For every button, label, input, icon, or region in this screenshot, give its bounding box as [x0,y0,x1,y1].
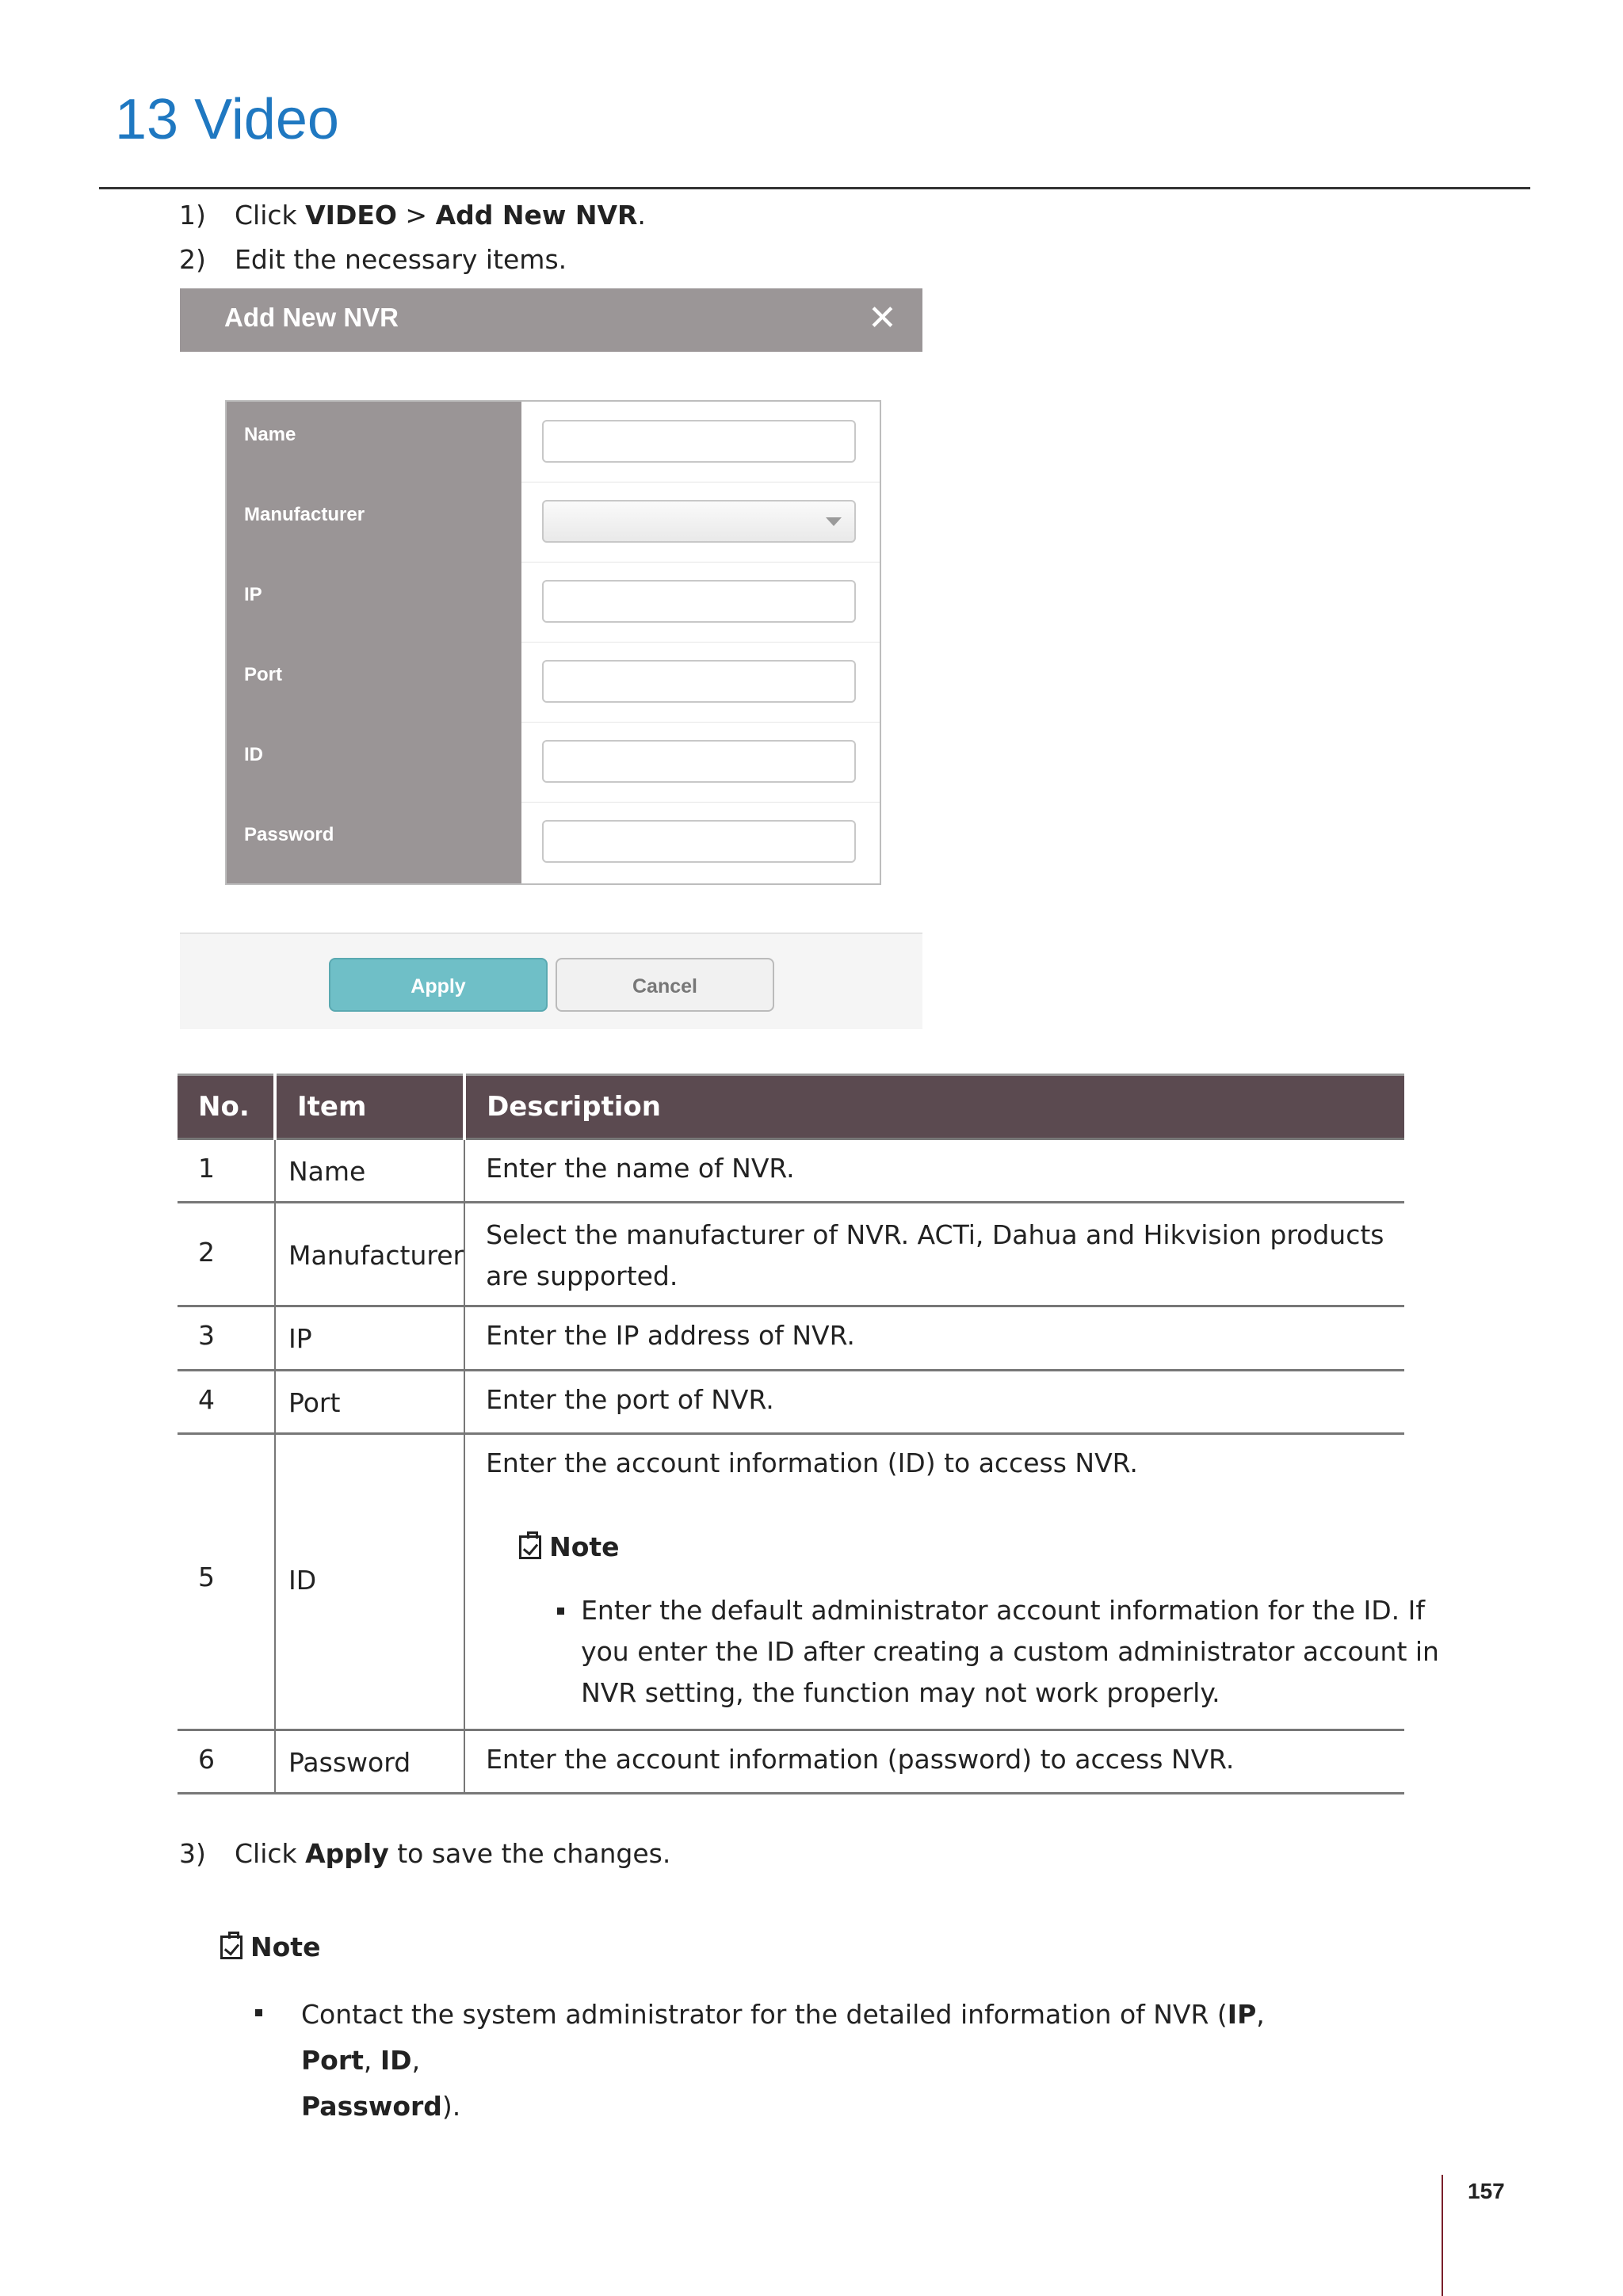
table-row [178,1203,1404,1306]
page-number: 157 [1468,2179,1505,2203]
name-input[interactable] [542,420,856,463]
bottom-note-suffix: ). [441,2091,461,2122]
form-row-password [227,802,880,882]
dialog-title: Add New NVR [224,303,399,332]
step-3-prefix: Click [235,1838,306,1869]
close-icon[interactable]: ✕ [868,298,897,338]
apply-button[interactable]: Apply [329,958,548,1012]
ip-input[interactable] [542,580,856,623]
row-no: 3 [198,1320,215,1351]
password-input[interactable] [542,820,856,863]
manufacturer-label: Manufacturer [244,504,365,525]
ip-label: IP [244,584,262,605]
row-item: Port [288,1387,341,1418]
header-description: Description [464,1075,1404,1139]
table-row [178,1371,1404,1434]
bottom-note-sep: , [411,2045,421,2076]
step-1-suffix: . [637,200,646,231]
id-label: ID [244,744,263,765]
bullet-icon [557,1608,564,1615]
nvr-form [225,400,881,885]
header-item: Item [275,1075,464,1139]
step-2-number: 2) [179,244,206,275]
step-1-number: 1) [179,200,206,231]
bottom-note-ip: IP [1227,1999,1257,2030]
table-row [178,1139,1404,1203]
row-description: Enter the IP address of NVR. [486,1320,855,1351]
row-no: 5 [198,1562,215,1592]
row-item: Name [288,1156,366,1187]
step-1-prefix: Click [235,200,306,231]
note-text: Enter the default administrator account information for the ID. If you enter the ID after creating a custom administrator account in NVR setting, the function may not work properly. [581,1595,1439,1708]
step-1-text [235,200,646,231]
cancel-button[interactable]: Cancel [556,958,774,1012]
row-no: 4 [198,1384,215,1415]
form-row-id [227,722,880,802]
name-label: Name [244,424,296,445]
bottom-note-id: ID [380,2045,412,2076]
bottom-note-password: Password [301,2091,442,2122]
step-3-number: 3) [179,1838,206,1869]
step-3-suffix: to save the changes. [388,1838,671,1869]
row-no: 2 [198,1237,215,1268]
step-3-text [235,1838,670,1870]
bullet-icon [255,2009,262,2016]
step-2 [179,244,1447,276]
row-description: Enter the account information (password) to access NVR. [486,1744,1235,1775]
port-label: Port [244,664,282,685]
table-row [178,1434,1404,1730]
bottom-note-title: Note [250,1932,321,1962]
step-3-apply-bold: Apply [305,1838,389,1869]
table-header-row [178,1075,1404,1139]
row-no: 6 [198,1744,215,1775]
form-row-name [227,402,880,482]
page-title: 13 Video [115,88,339,151]
bottom-note-prefix: Contact the system administrator for the detailed information of NVR ( [301,1999,1228,2030]
dialog-header [180,288,922,352]
row-description: Enter the port of NVR. [486,1384,774,1415]
table-row [178,1306,1404,1371]
note-title: Note [549,1531,620,1562]
header-no: No. [178,1075,275,1139]
clipboard-check-icon [519,1535,541,1559]
clipboard-check-icon [220,1936,242,1959]
title-divider [99,187,1530,189]
bottom-note-heading [220,1932,320,1962]
form-row-manufacturer [227,482,880,562]
table-row [178,1730,1404,1794]
step-2-text: Edit the necessary items. [235,244,567,275]
bottom-note-sep: , [1256,1999,1265,2030]
row-item: ID [288,1565,317,1596]
row-item: Manufacturer [288,1240,464,1271]
step-1 [179,200,1447,231]
step-3 [179,1838,1447,1870]
bottom-note-text [301,1992,1331,2130]
form-row-port [227,642,880,722]
id-input[interactable] [542,740,856,783]
note-heading [519,1531,619,1562]
row-no: 1 [198,1153,215,1184]
manufacturer-select[interactable] [542,500,856,543]
step-1-add-new-nvr-bold: Add New NVR [435,200,638,231]
bottom-note-sep: , [363,2045,380,2076]
password-label: Password [244,824,334,845]
description-table [178,1074,1439,1794]
step-1-video-bold: VIDEO [305,200,397,231]
row-item: Password [288,1747,411,1778]
port-input[interactable] [542,660,856,703]
row-description: Select the manufacturer of NVR. ACTi, Dahua and Hikvision products are supported. [486,1219,1384,1291]
row-description: Enter the name of NVR. [486,1153,795,1184]
chevron-down-icon [826,517,842,526]
row-description: Enter the account information (ID) to access NVR. [486,1447,1138,1478]
step-1-separator: > [396,200,436,231]
form-row-ip [227,562,880,642]
bottom-note-port: Port [301,2045,364,2076]
page-number-divider [1442,2175,1443,2296]
row-item: IP [288,1323,312,1354]
dialog-button-bar [180,933,922,1029]
